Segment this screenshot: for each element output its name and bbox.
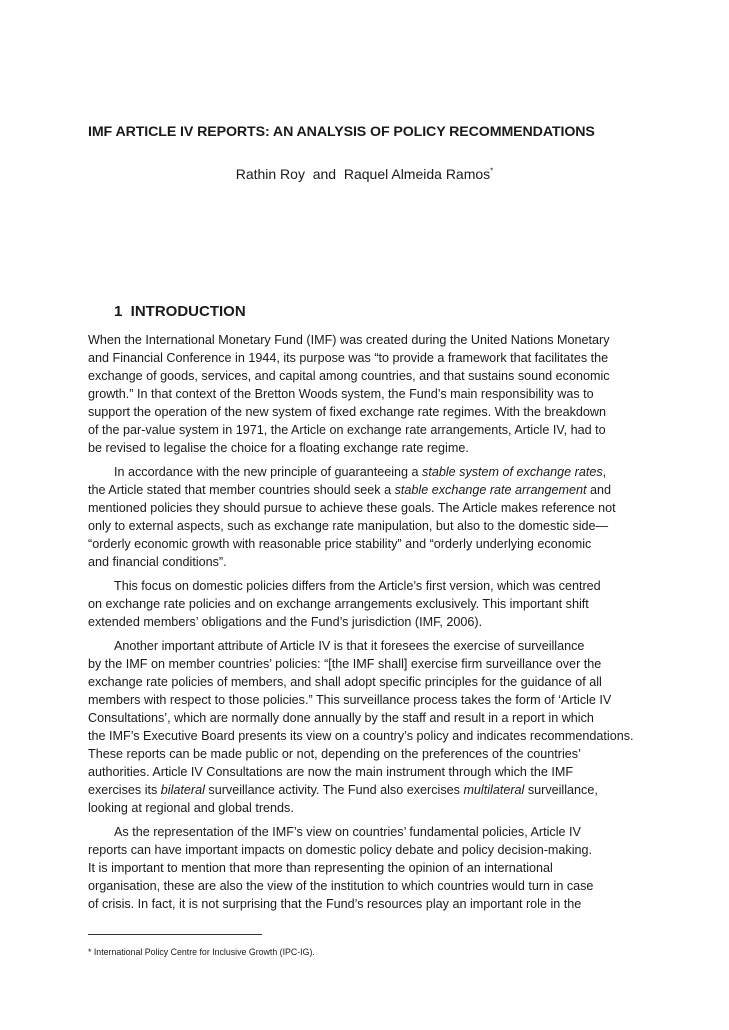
text-run: exercises its: [88, 783, 161, 797]
text-line: support the operation of the new system of fixed exchange rate regimes. With the breakdown: [88, 405, 607, 419]
paragraph-1: [88, 331, 668, 457]
paragraph-3: [88, 577, 668, 631]
text-line: on exchange rate policies and on exchange arrangements exclusively. This important shift: [88, 597, 589, 611]
text-line: extended members’ obligations and the Fund’s jurisdiction (IMF, 2006).: [88, 615, 483, 629]
text-line: “orderly economic growth with reasonable price stability” and “orderly underlying economic: [88, 537, 592, 551]
text-line: As the representation of the IMF’s view on countries’ fundamental policies, Article IV: [114, 825, 581, 839]
emphasis-text: stable system of exchange rates: [422, 465, 603, 479]
text-line: Consultations’, which are normally done annually by the staff and result in a report in which: [88, 711, 594, 725]
paragraph-4: [88, 637, 668, 817]
text-line: reports can have important impacts on domestic policy debate and policy decision-making.: [88, 843, 593, 857]
text-line: exchange of goods, services, and capital among countries, and that sustains sound economic: [88, 369, 610, 383]
text-line: mentioned policies they should pursue to achieve these goals. The Article makes reference not: [88, 501, 616, 515]
text-line: of crisis. In fact, it is not surprising that the Fund’s resources play an important role in the: [88, 897, 582, 911]
body-text: [88, 331, 668, 919]
text-line: by the IMF on member countries’ policies: “[the IMF shall] exercise firm surveillance over the: [88, 657, 602, 671]
text-run: In accordance with the new principle of guaranteeing a: [114, 465, 423, 479]
text-line: only to external aspects, such as exchange rate manipulation, but also to the domestic side—: [88, 519, 609, 533]
text-line: These reports can be made public or not, depending on the preferences of the countries’: [88, 747, 581, 761]
author-line: [0, 166, 729, 182]
author-names: Rathin Roy and Raquel Almeida Ramos: [235, 166, 491, 182]
text-line: [88, 481, 668, 499]
section-heading: 1 INTRODUCTION: [114, 303, 246, 320]
text-run: surveillance activity. The Fund also exercises: [204, 783, 464, 797]
text-line: and Financial Conference in 1944, its purpose was “to provide a framework that facilitates the: [88, 351, 609, 365]
emphasis-text: multilateral: [463, 783, 525, 797]
text-run: ,: [602, 465, 607, 479]
paper-title: IMF ARTICLE IV REPORTS: AN ANALYSIS OF POLICY RECOMMENDATIONS: [88, 124, 595, 140]
author-footnote-marker: *: [490, 166, 494, 176]
paragraph-5: [88, 823, 668, 913]
text-line: looking at regional and global trends.: [88, 801, 294, 815]
text-line: organisation, these are also the view of the institution to which countries would turn in case: [88, 879, 594, 893]
text-line: exchange rate policies of members, and shall adopt specific principles for the guidance of all: [88, 675, 602, 689]
paragraph-2: [88, 463, 668, 571]
emphasis-text: stable exchange rate arrangement: [394, 483, 587, 497]
footnote: * International Policy Centre for Inclusive Growth (IPC-IG).: [88, 947, 315, 957]
text-line: It is important to mention that more than representing the opinion of an international: [88, 861, 553, 875]
text-line: be revised to legalise the choice for a floating exchange rate regime.: [88, 441, 469, 455]
text-line: This focus on domestic policies differs from the Article’s first version, which was centred: [114, 579, 601, 593]
text-line: Another important attribute of Article IV is that it foresees the exercise of surveillance: [114, 639, 585, 653]
text-line: [88, 463, 668, 481]
text-line: authorities. Article IV Consultations are now the main instrument through which the IMF: [88, 765, 574, 779]
footnote-divider: [88, 934, 262, 935]
text-line: and financial conditions”.: [88, 555, 227, 569]
text-line: the IMF’s Executive Board presents its view on a country’s policy and indicates recommendations.: [88, 729, 634, 743]
emphasis-text: bilateral: [160, 783, 205, 797]
text-run: the Article stated that member countries should seek a: [88, 483, 395, 497]
text-run: and: [586, 483, 611, 497]
text-line: [88, 781, 668, 799]
text-line: When the International Monetary Fund (IMF) was created during the United Nations Monetary: [88, 333, 610, 347]
text-run: surveillance,: [524, 783, 598, 797]
text-line: members with respect to those policies.” This surveillance process takes the form of ‘Article IV: [88, 693, 612, 707]
text-line: growth.” In that context of the Bretton Woods system, the Fund’s main responsibility was to: [88, 387, 594, 401]
text-line: of the par-value system in 1971, the Article on exchange rate arrangements, Article IV, had to: [88, 423, 606, 437]
